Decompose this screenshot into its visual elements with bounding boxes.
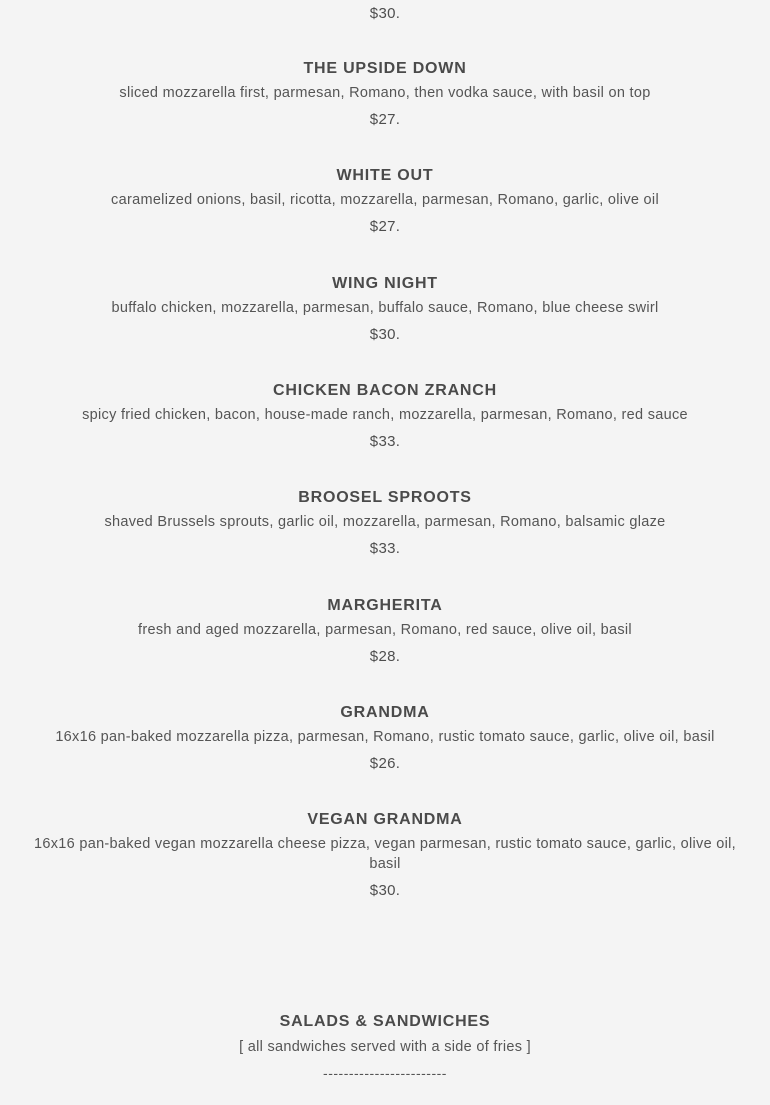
menu-item-grandma — [0, 703, 770, 774]
item-description: 16x16 pan-baked vegan mozzarella cheese pizza, vegan parmesan, rustic tomato sauce, garlic, olive oil, basil — [34, 836, 736, 872]
item-name: MARGHERITA — [327, 597, 443, 614]
item-price: $27. — [369, 111, 401, 128]
menu-item-upside-down — [0, 59, 770, 130]
menu-item-previous — [0, 4, 770, 24]
section-note: [ all sandwiches served with a side of fries ] — [239, 1039, 531, 1055]
item-name: WHITE OUT — [336, 167, 434, 184]
item-price: $33. — [369, 540, 401, 557]
item-price: $27. — [369, 218, 401, 235]
section-title: SALADS & SANDWICHES — [279, 1013, 491, 1030]
item-description: buffalo chicken, mozzarella, parmesan, buffalo sauce, Romano, blue cheese swirl — [111, 300, 659, 316]
item-description: caramelized onions, basil, ricotta, mozzarella, parmesan, Romano, garlic, olive oil — [111, 192, 659, 208]
item-description: sliced mozzarella first, parmesan, Romano, then vodka sauce, with basil on top — [119, 85, 651, 101]
section-divider: ------------------------ — [323, 1065, 447, 1081]
menu-item-wing-night — [0, 274, 770, 345]
item-price: $26. — [369, 755, 401, 772]
item-price: $33. — [369, 433, 401, 450]
item-price: $30. — [369, 882, 401, 899]
section-salads-sandwiches — [0, 1012, 770, 1083]
item-description: 16x16 pan-baked mozzarella pizza, parmesan, Romano, rustic tomato sauce, garlic, olive oil, basil — [55, 729, 715, 745]
item-description: fresh and aged mozzarella, parmesan, Romano, red sauce, olive oil, basil — [138, 622, 632, 638]
item-price: $28. — [369, 648, 401, 665]
menu-item-vegan-grandma — [0, 810, 770, 901]
item-description: spicy fried chicken, bacon, house-made ranch, mozzarella, parmesan, Romano, red sauce — [82, 407, 688, 423]
menu-item-broosel-sproots — [0, 488, 770, 559]
item-name: VEGAN GRANDMA — [307, 811, 463, 828]
item-name: GRANDMA — [340, 704, 430, 721]
item-price: $30. — [369, 5, 401, 22]
item-name: WING NIGHT — [332, 275, 438, 292]
item-price: $30. — [369, 326, 401, 343]
menu-item-chicken-bacon-zranch — [0, 381, 770, 452]
item-name: CHICKEN BACON ZRANCH — [273, 382, 497, 399]
menu-item-margherita — [0, 596, 770, 667]
item-name: THE UPSIDE DOWN — [303, 60, 467, 77]
item-description: shaved Brussels sprouts, garlic oil, mozzarella, parmesan, Romano, balsamic glaze — [104, 514, 666, 530]
menu-item-white-out — [0, 166, 770, 237]
item-name: BROOSEL SPROOTS — [298, 489, 472, 506]
